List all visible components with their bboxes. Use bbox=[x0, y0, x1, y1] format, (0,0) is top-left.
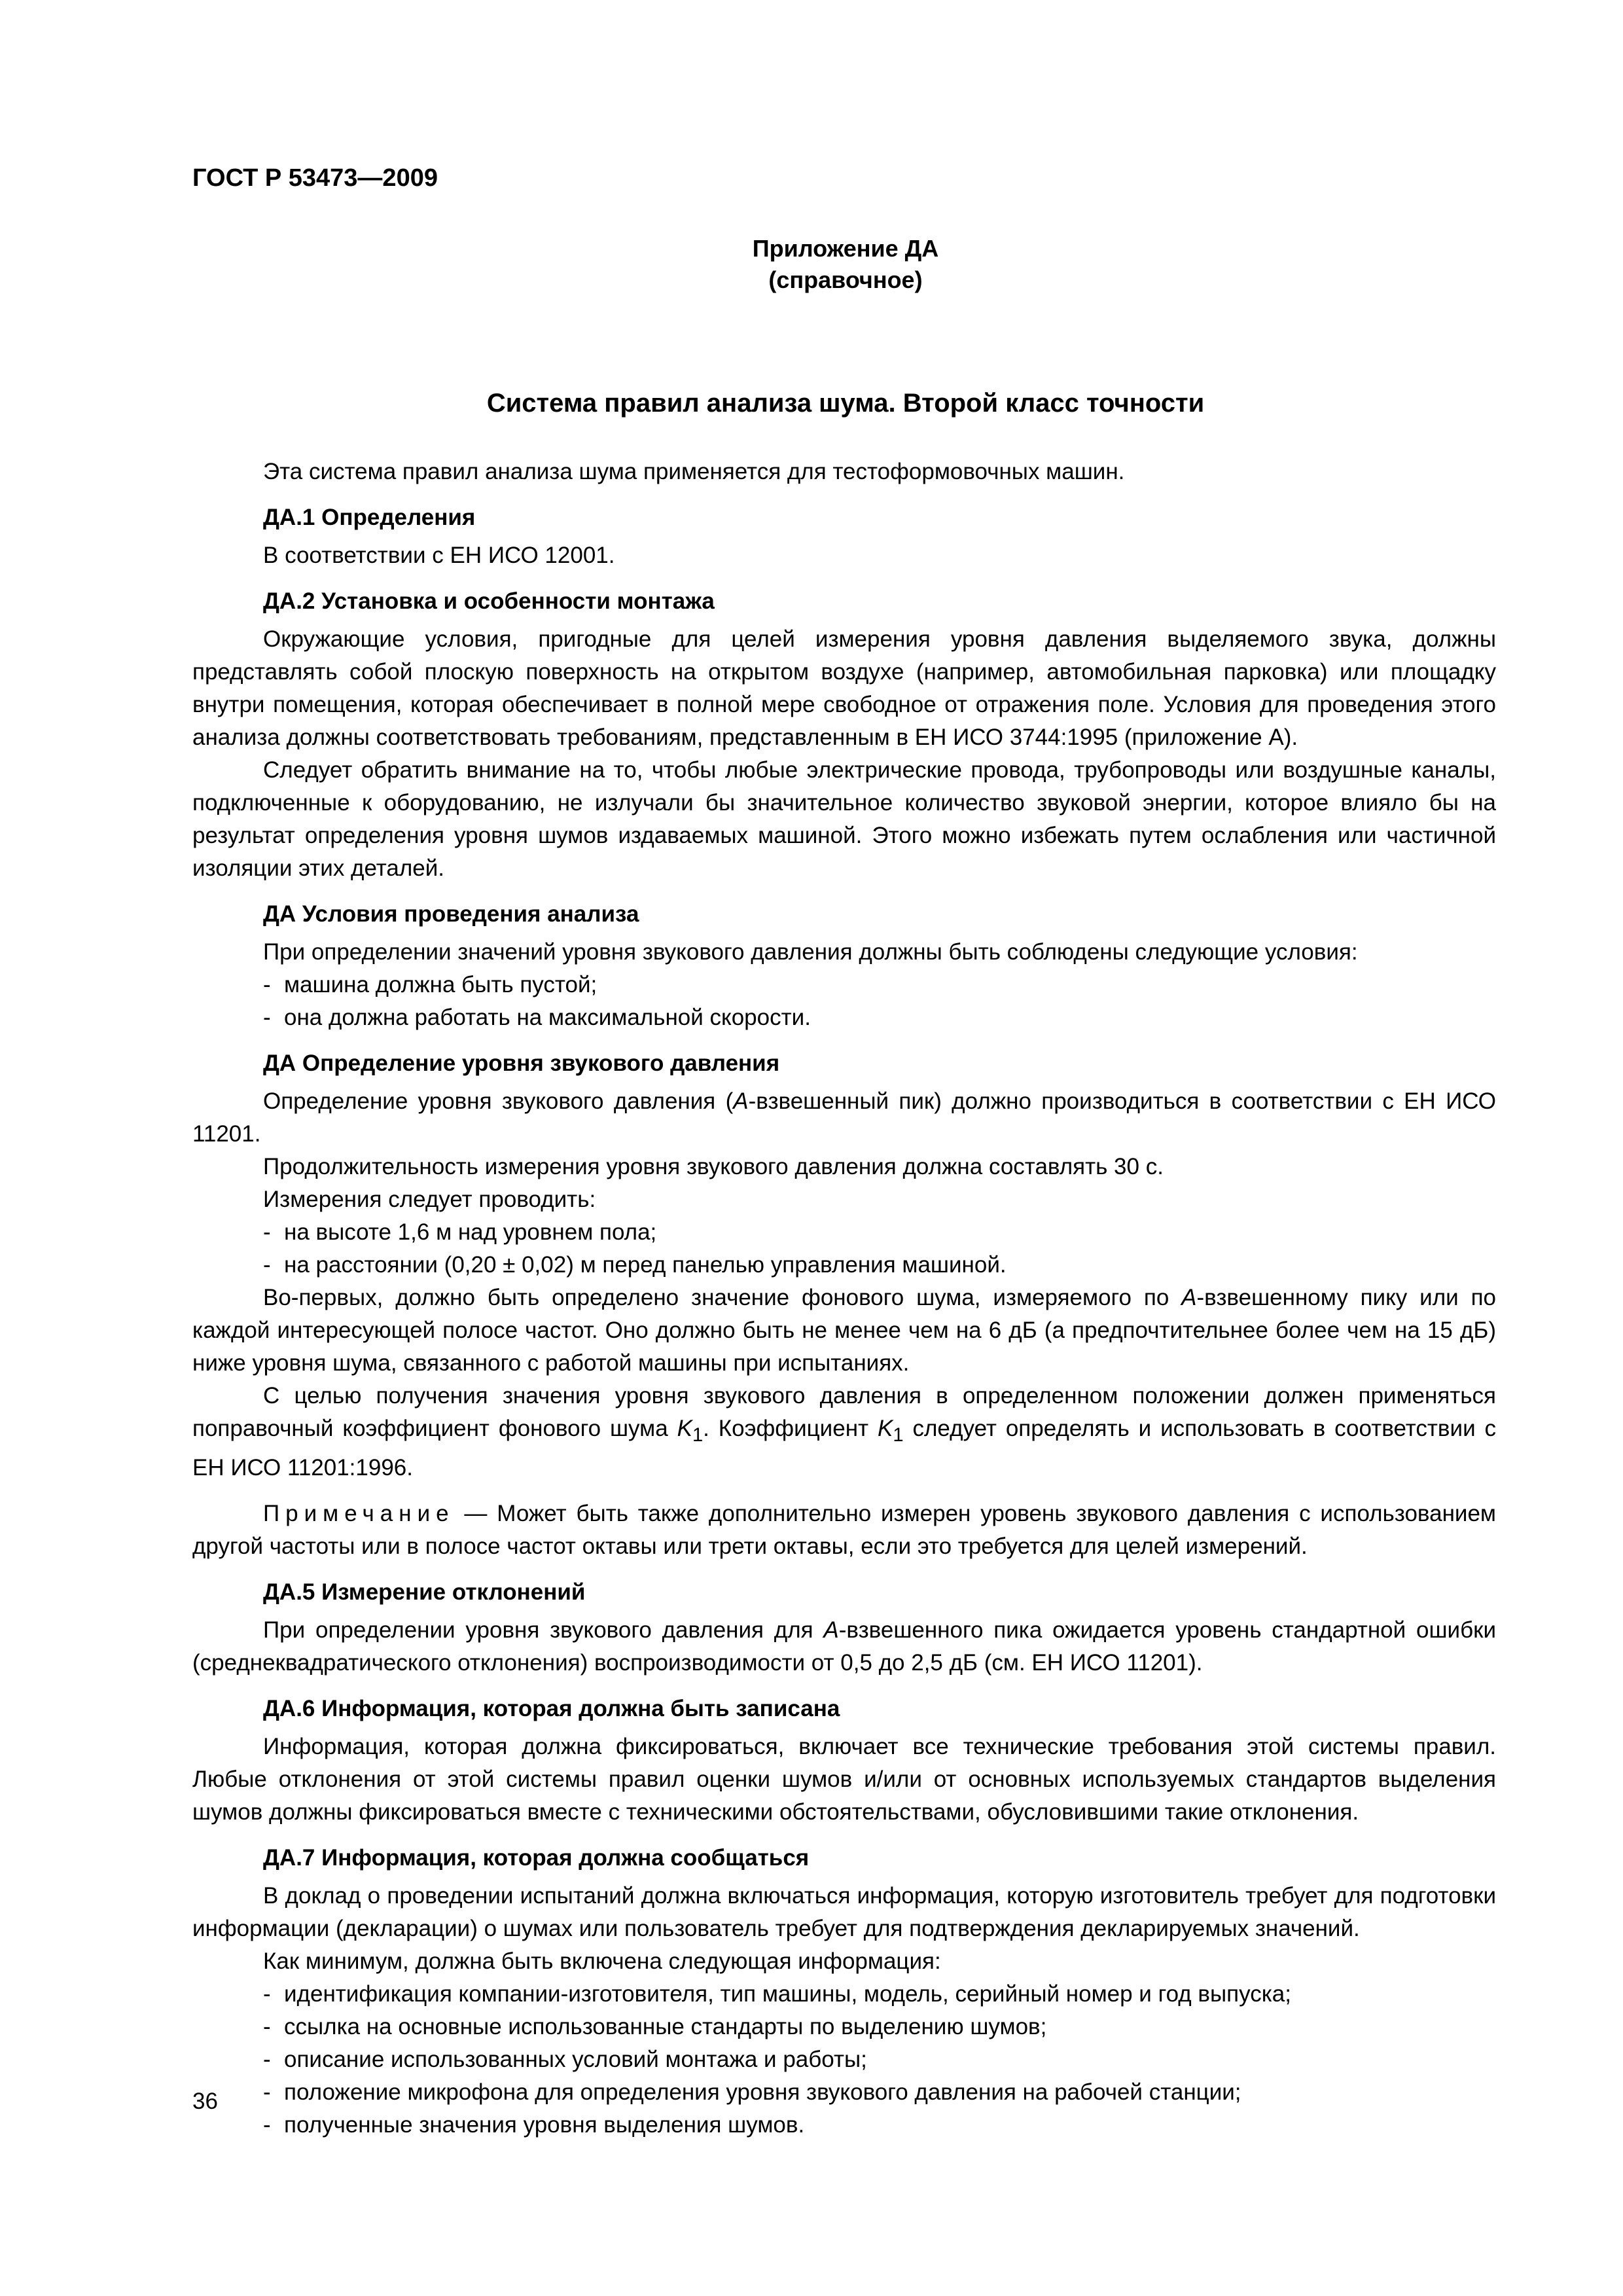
note-label: Примечание bbox=[263, 1501, 455, 1526]
italic-letter: А bbox=[1181, 1285, 1197, 1310]
appendix-type: (справочное) bbox=[768, 266, 923, 293]
text-run: -взвешенному пику или по каждой интересующей полосе частот. Оно должно быть не менее чем на 6 дБ (а предпочтительнее более чем на 15 дБ) ниже уровня шума, связанного с работой машины при испытаниях. bbox=[192, 1285, 1496, 1376]
note-paragraph bbox=[192, 1498, 1496, 1563]
list-item: - описание использованных условий монтажа и работы; bbox=[263, 2043, 1496, 2076]
list-item: - на высоте 1,6 м над уровнем пола; bbox=[263, 1216, 1496, 1249]
paragraph: Как минимум, должна быть включена следующая информация: bbox=[263, 1948, 941, 1974]
section-heading-da6: ДА.6 Информация, которая должна быть записана bbox=[263, 1696, 840, 1721]
text-run: -взвешенный пик) должно производиться в соответствии с ЕН ИСО 11201. bbox=[192, 1088, 1496, 1147]
list-item: - положение микрофона для определения уровня звукового давления на рабочей станции; bbox=[263, 2076, 1496, 2109]
list-item: - на расстоянии (0,20 ± 0,02) м перед панелью управления машиной. bbox=[263, 1249, 1496, 1282]
section-heading-da4: ДА Определение уровня звукового давления bbox=[263, 1050, 780, 1076]
italic-letter: А bbox=[733, 1088, 749, 1114]
paragraph: Следует обратить внимание на то, чтобы любые электрические провода, трубопроводы или воздушные каналы, подключенные к оборудованию, не излучали бы значительное количество звуковой энергии, которое влияло бы на результат определения уровня шумов издаваемых машиной. Этого можно избежать путем ослабления или частичной изоляции этих деталей. bbox=[192, 757, 1496, 881]
text-run: С целью получения значения уровня звукового давления в определенном положении должен применяться поправочный коэффициент фонового шума bbox=[192, 1383, 1496, 1441]
text-run: Во-первых, должно быть определено значение фонового шума, измеряемого по bbox=[263, 1285, 1182, 1310]
text-run: -взвешенного пика ожидается уровень стандартной ошибки (среднеквадратического отклонения) воспроизводимости от 0,5 до 2,5 дБ (см. ЕН ИСО 11201). bbox=[192, 1617, 1496, 1676]
section-heading-da1: ДА.1 Определения bbox=[263, 505, 476, 530]
coefficient-symbol: K bbox=[677, 1416, 692, 1441]
paragraph: Измерения следует проводить: bbox=[263, 1187, 596, 1212]
section-heading-da7: ДА.7 Информация, которая должна сообщаться bbox=[263, 1845, 810, 1871]
list-item: - она должна работать на максимальной скорости. bbox=[263, 1001, 1496, 1034]
list-item: - машина должна быть пустой; bbox=[263, 969, 1496, 1001]
section-heading-da3: ДА Условия проведения анализа bbox=[263, 901, 639, 927]
list-item: - полученные значения уровня выделения шумов. bbox=[263, 2109, 1496, 2142]
paragraph bbox=[192, 1380, 1496, 1484]
paragraph: При определении значений уровня звукового давления должны быть соблюдены следующие условия: bbox=[263, 939, 1358, 965]
paragraph: Окружающие условия, пригодные для целей измерения уровня давления выделяемого звука, должны представлять собой плоскую поверхность на открытом воздухе (например, автомобильная парковка) или площадку внутри помещения, которая обеспечивает в полной мере свободное от отражения поле. Условия для проведения этого анализа должны соответствовать требованиям, представленным в ЕН ИСО 3744:1995 (приложение А). bbox=[192, 626, 1496, 750]
coefficient-subscript: 1 bbox=[692, 1425, 704, 1446]
text-run: Определение уровня звукового давления ( bbox=[263, 1088, 734, 1114]
paragraph bbox=[192, 1614, 1496, 1679]
appendix-heading bbox=[192, 233, 1499, 296]
paragraph: Информация, которая должна фиксироваться, включает все технические требования этой системы правил. Любые отклонения от этой системы правил оценки шумов и/или от основных используемых стандартов выделения шумов должны фиксироваться вместе с техническими обстоятельствами, обусловившими такие отклонения. bbox=[192, 1734, 1496, 1825]
section-heading-da2: ДА.2 Установка и особенности монтажа bbox=[263, 588, 715, 614]
text-run: следует определять и использовать в соответствии с ЕН ИСО 11201:1996. bbox=[192, 1416, 1497, 1480]
page-number: 36 bbox=[192, 2089, 218, 2114]
document-title: Система правил анализа шума. Второй класс точности bbox=[486, 389, 1205, 418]
appendix-label: Приложение ДА bbox=[752, 235, 939, 262]
coefficient-symbol: K bbox=[877, 1416, 893, 1441]
document-code: ГОСТ Р 53473—2009 bbox=[192, 164, 438, 192]
document-body bbox=[192, 456, 1496, 2142]
note-text: — Может быть также дополнительно измерен уровень звукового давления с использованием другой частоты или в полосе частот октавы или трети октавы, если это требуется для целей измерений. bbox=[192, 1501, 1496, 1559]
coefficient-subscript: 1 bbox=[893, 1425, 904, 1446]
text-run: При определении уровня звукового давления для bbox=[263, 1617, 824, 1643]
list-item: - идентификация компании-изготовителя, тип машины, модель, серийный номер и год выпуска; bbox=[263, 1978, 1496, 2011]
paragraph: В доклад о проведении испытаний должна включаться информация, которую изготовитель требует для подготовки информации (декларации) о шумах или пользователь требует для подтверждения декларируемых значений. bbox=[192, 1883, 1496, 1941]
paragraph: В соответствии с ЕН ИСО 12001. bbox=[263, 543, 615, 568]
paragraph bbox=[192, 1282, 1496, 1380]
paragraph: Продолжительность измерения уровня звукового давления должна составлять 30 с. bbox=[263, 1154, 1164, 1179]
italic-letter: А bbox=[823, 1617, 839, 1643]
section-heading-da5: ДА.5 Измерение отклонений bbox=[263, 1579, 586, 1605]
list-item: - ссылка на основные использованные стандарты по выделению шумов; bbox=[263, 2011, 1496, 2043]
text-run: . Коэффициент bbox=[703, 1416, 878, 1441]
intro-paragraph: Эта система правил анализа шума применяется для тестоформовочных машин. bbox=[263, 459, 1125, 484]
paragraph bbox=[192, 1085, 1496, 1151]
